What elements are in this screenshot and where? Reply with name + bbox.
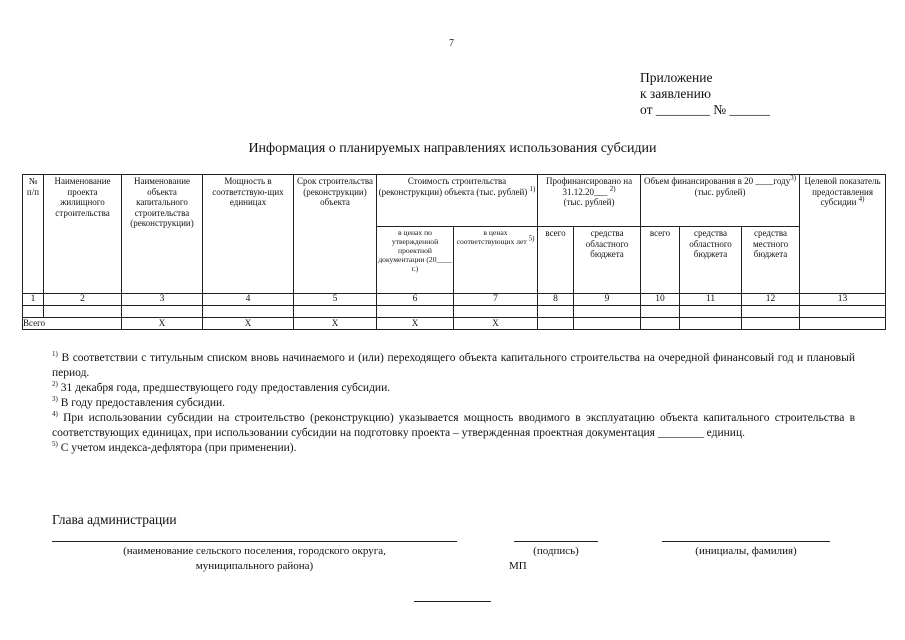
col-number: 11 [680, 294, 742, 306]
footnotes [52, 351, 855, 456]
header-volume-regional: средства областного бюджета [680, 227, 742, 294]
total-row-label: Всего [23, 317, 122, 329]
header-cost-approved: в ценах по утвержденной проектной документации (20____ г.) [377, 227, 454, 294]
total-cell-x: Х [294, 317, 377, 329]
header-term: Срок строительства (реконструкции) объекта [294, 175, 377, 294]
header-target: Целевой показатель предоставления субсидии $^{4)}$ [800, 175, 886, 294]
header-prefinanced-regional: средства областного бюджета [574, 227, 641, 294]
footnote-2: $^{2)}$ 31 декабря года, предшествующего году предоставления субсидии. [52, 380, 391, 394]
total-cell-x: Х [377, 317, 454, 329]
document-title: Информация о планируемых направлениях использования субсидии [248, 141, 657, 156]
col-number: 1 [23, 294, 44, 306]
footnote-5: $^{5)}$ С учетом индекса-дефлятора (при применении). [52, 440, 297, 454]
empty-row [23, 305, 886, 317]
total-cell-x: Х [203, 317, 294, 329]
header-volume: Объем финансирования в 20 ____году$^{3)}$ (тыс. рублей) [641, 175, 800, 227]
header-prefinanced-total: всего [538, 227, 574, 294]
col-number: 10 [641, 294, 680, 306]
footnote-1: $^{1)}$ В соответствии с титульным списком вновь начинаемого и (или) переходящего объекта капитального строительства на очередной финансовый год и плановый период. [52, 350, 855, 379]
col-number: 4 [203, 294, 294, 306]
footnote-4: $^{4)}$ При использовании субсидии на строительство (реконструкцию) указывается мощность вводимого в эксплуатацию объекта капитального строительства в соответствующих единицах, при использовании субсидии на подготовку проекта – утвержденная проектная документация ________ единиц. [52, 410, 856, 439]
col-number: 13 [800, 294, 886, 306]
header-prefinanced: Профинансировано на 31.12.20___ $^{2)}$ (тыс. рублей) [538, 175, 641, 227]
bottom-separator [414, 601, 491, 602]
col-number: 6 [377, 294, 454, 306]
col-number: 2 [44, 294, 122, 306]
sign-signature-line [514, 541, 598, 542]
name-signature-line [52, 541, 457, 542]
head-of-administration-label: Глава администрации [52, 512, 177, 527]
total-cell-x: Х [122, 317, 203, 329]
appendix-line-2: к заявлению [640, 86, 711, 101]
appendix-line-1: Приложение [640, 70, 713, 85]
header-cost: Стоимость строительства (реконструкции) объекта (тыс. рублей) $^{1)}$ [377, 175, 538, 227]
header-volume-local: средства местного бюджета [742, 227, 800, 294]
header-cost-current: в ценах соответствующих лет $^{5)}$ [454, 227, 538, 294]
stamp-label: МП [509, 560, 527, 572]
header-housing-project: Наименование проекта жилищного строительства [44, 175, 122, 294]
total-cell-x: Х [454, 317, 538, 329]
appendix-line-3: от ________ № ______ [640, 102, 770, 117]
header-volume-total: всего [641, 227, 680, 294]
total-row [23, 317, 886, 329]
page-number: 7 [449, 38, 454, 49]
initials-caption: (инициалы, фамилия) [695, 545, 797, 557]
initials-signature-line [662, 541, 830, 542]
name-caption: (наименование сельского поселения, городского округа, муниципального района) [123, 545, 386, 572]
col-number: 3 [122, 294, 203, 306]
subsidy-table [22, 174, 886, 330]
appendix-block [640, 70, 770, 118]
footnote-3: $^{3)}$ В году предоставления субсидии. [52, 395, 225, 409]
col-number: 7 [454, 294, 538, 306]
sign-caption: (подпись) МП [496, 544, 616, 574]
col-number: 9 [574, 294, 641, 306]
col-number: 8 [538, 294, 574, 306]
col-number: 12 [742, 294, 800, 306]
header-capacity: Мощность в соответствую-щих единицах [203, 175, 294, 294]
header-num: № п/п [23, 175, 44, 294]
header-object-name: Наименование объекта капитального строительства (реконструкции) [122, 175, 203, 294]
col-number: 5 [294, 294, 377, 306]
